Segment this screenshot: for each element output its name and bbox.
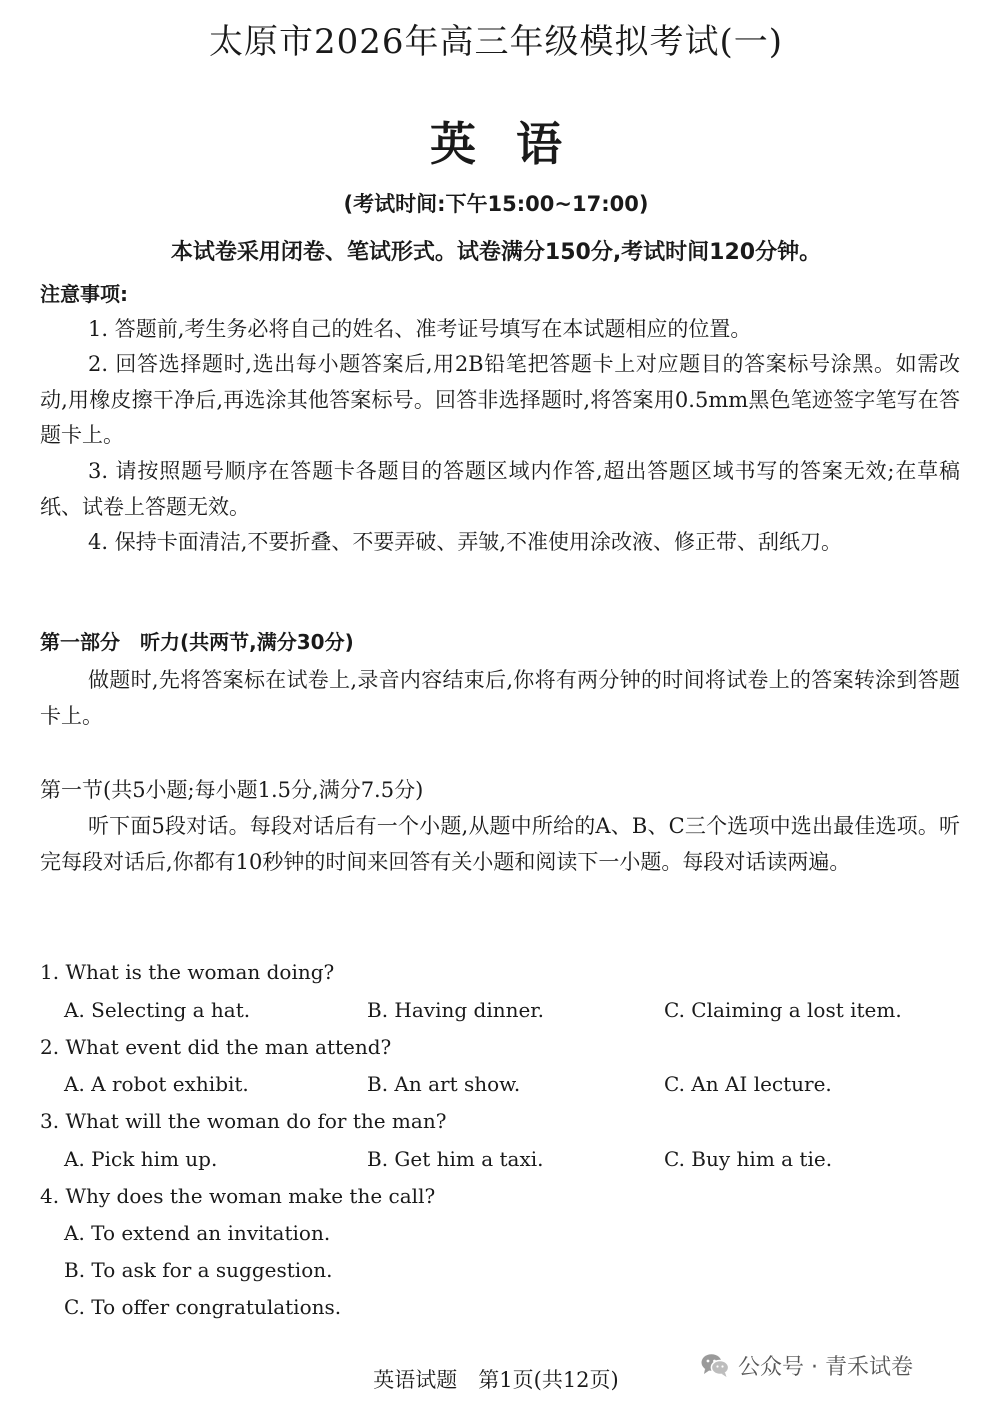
question-4-option-a: A. To extend an invitation. [64, 1221, 331, 1245]
page-footer: 英语试题 第1页(共12页) [373, 1368, 619, 1392]
question-3-option-a: A. Pick him up. [64, 1147, 218, 1171]
notice-item-1: 1. 答题前,考生务必将自己的姓名、准考证号填写在本试题相应的位置。 [88, 317, 752, 341]
question-2-option-b: B. An art show. [367, 1072, 521, 1096]
exam-title: 太原市2026年高三年级模拟考试(一) [208, 22, 784, 62]
watermark [700, 1348, 913, 1382]
section1-instructions: 听下面5段对话。每段对话后有一个小题,从题中所给的A、B、C三个选项中选出最佳选项。听完每段对话后,你都有10秒钟的时间来回答有关小题和阅读下一小题。每段对话读两遍。 [40, 814, 960, 874]
question-1-option-c: C. Claiming a lost item. [664, 998, 902, 1022]
question-1-stem: 1. What is the woman doing? [40, 960, 335, 984]
question-2-option-a: A. A robot exhibit. [64, 1072, 249, 1096]
section1-heading: 第一节(共5小题;每小题1.5分,满分7.5分) [40, 778, 424, 802]
question-4-option-b: B. To ask for a suggestion. [64, 1258, 333, 1282]
notice-item-2: 2. 回答选择题时,选出每小题答案后,用2B铅笔把答题卡上对应题目的答案标号涂黑。如需改动,用橡皮擦干净后,再选涂其他答案标号。回答非选择题时,将答案用0.5mm黑色笔迹签字笔写在答题卡上。 [40, 352, 960, 447]
question-2-option-c: C. An AI lecture. [664, 1072, 832, 1096]
question-4-option-c: C. To offer congratulations. [64, 1295, 342, 1319]
question-2-stem: 2. What event did the man attend? [40, 1035, 392, 1059]
wechat-icon [700, 1352, 730, 1378]
exam-info: 本试卷采用闭卷、笔试形式。试卷满分150分,考试时间120分钟。 [170, 240, 822, 265]
question-1-option-a: A. Selecting a hat. [64, 998, 251, 1022]
notice-item-3: 3. 请按照题号顺序在答题卡各题目的答题区域内作答,超出答题区域书写的答案无效;在草稿纸、试卷上答题无效。 [40, 459, 960, 519]
question-3-stem: 3. What will the woman do for the man? [40, 1109, 447, 1133]
exam-time: (考试时间:下午15:00~17:00) [343, 192, 649, 216]
part1-heading: 第一部分 听力(共两节,满分30分) [40, 630, 354, 654]
question-3-option-c: C. Buy him a tie. [664, 1147, 833, 1171]
question-4-stem: 4. Why does the woman make the call? [40, 1184, 436, 1208]
part1-instructions: 做题时,先将答案标在试卷上,录音内容结束后,你将有两分钟的时间将试卷上的答案转涂到答题卡上。 [40, 668, 960, 728]
subject-title: 英语 [430, 117, 602, 171]
notice-item-4: 4. 保持卡面清洁,不要折叠、不要弄破、弄皱,不准使用涂改液、修正带、刮纸刀。 [88, 530, 843, 554]
watermark-text: 公众号 · 青禾试卷 [738, 1354, 913, 1380]
question-1-option-b: B. Having dinner. [367, 998, 545, 1022]
question-3-option-b: B. Get him a taxi. [367, 1147, 544, 1171]
notice-heading: 注意事项: [40, 282, 128, 306]
